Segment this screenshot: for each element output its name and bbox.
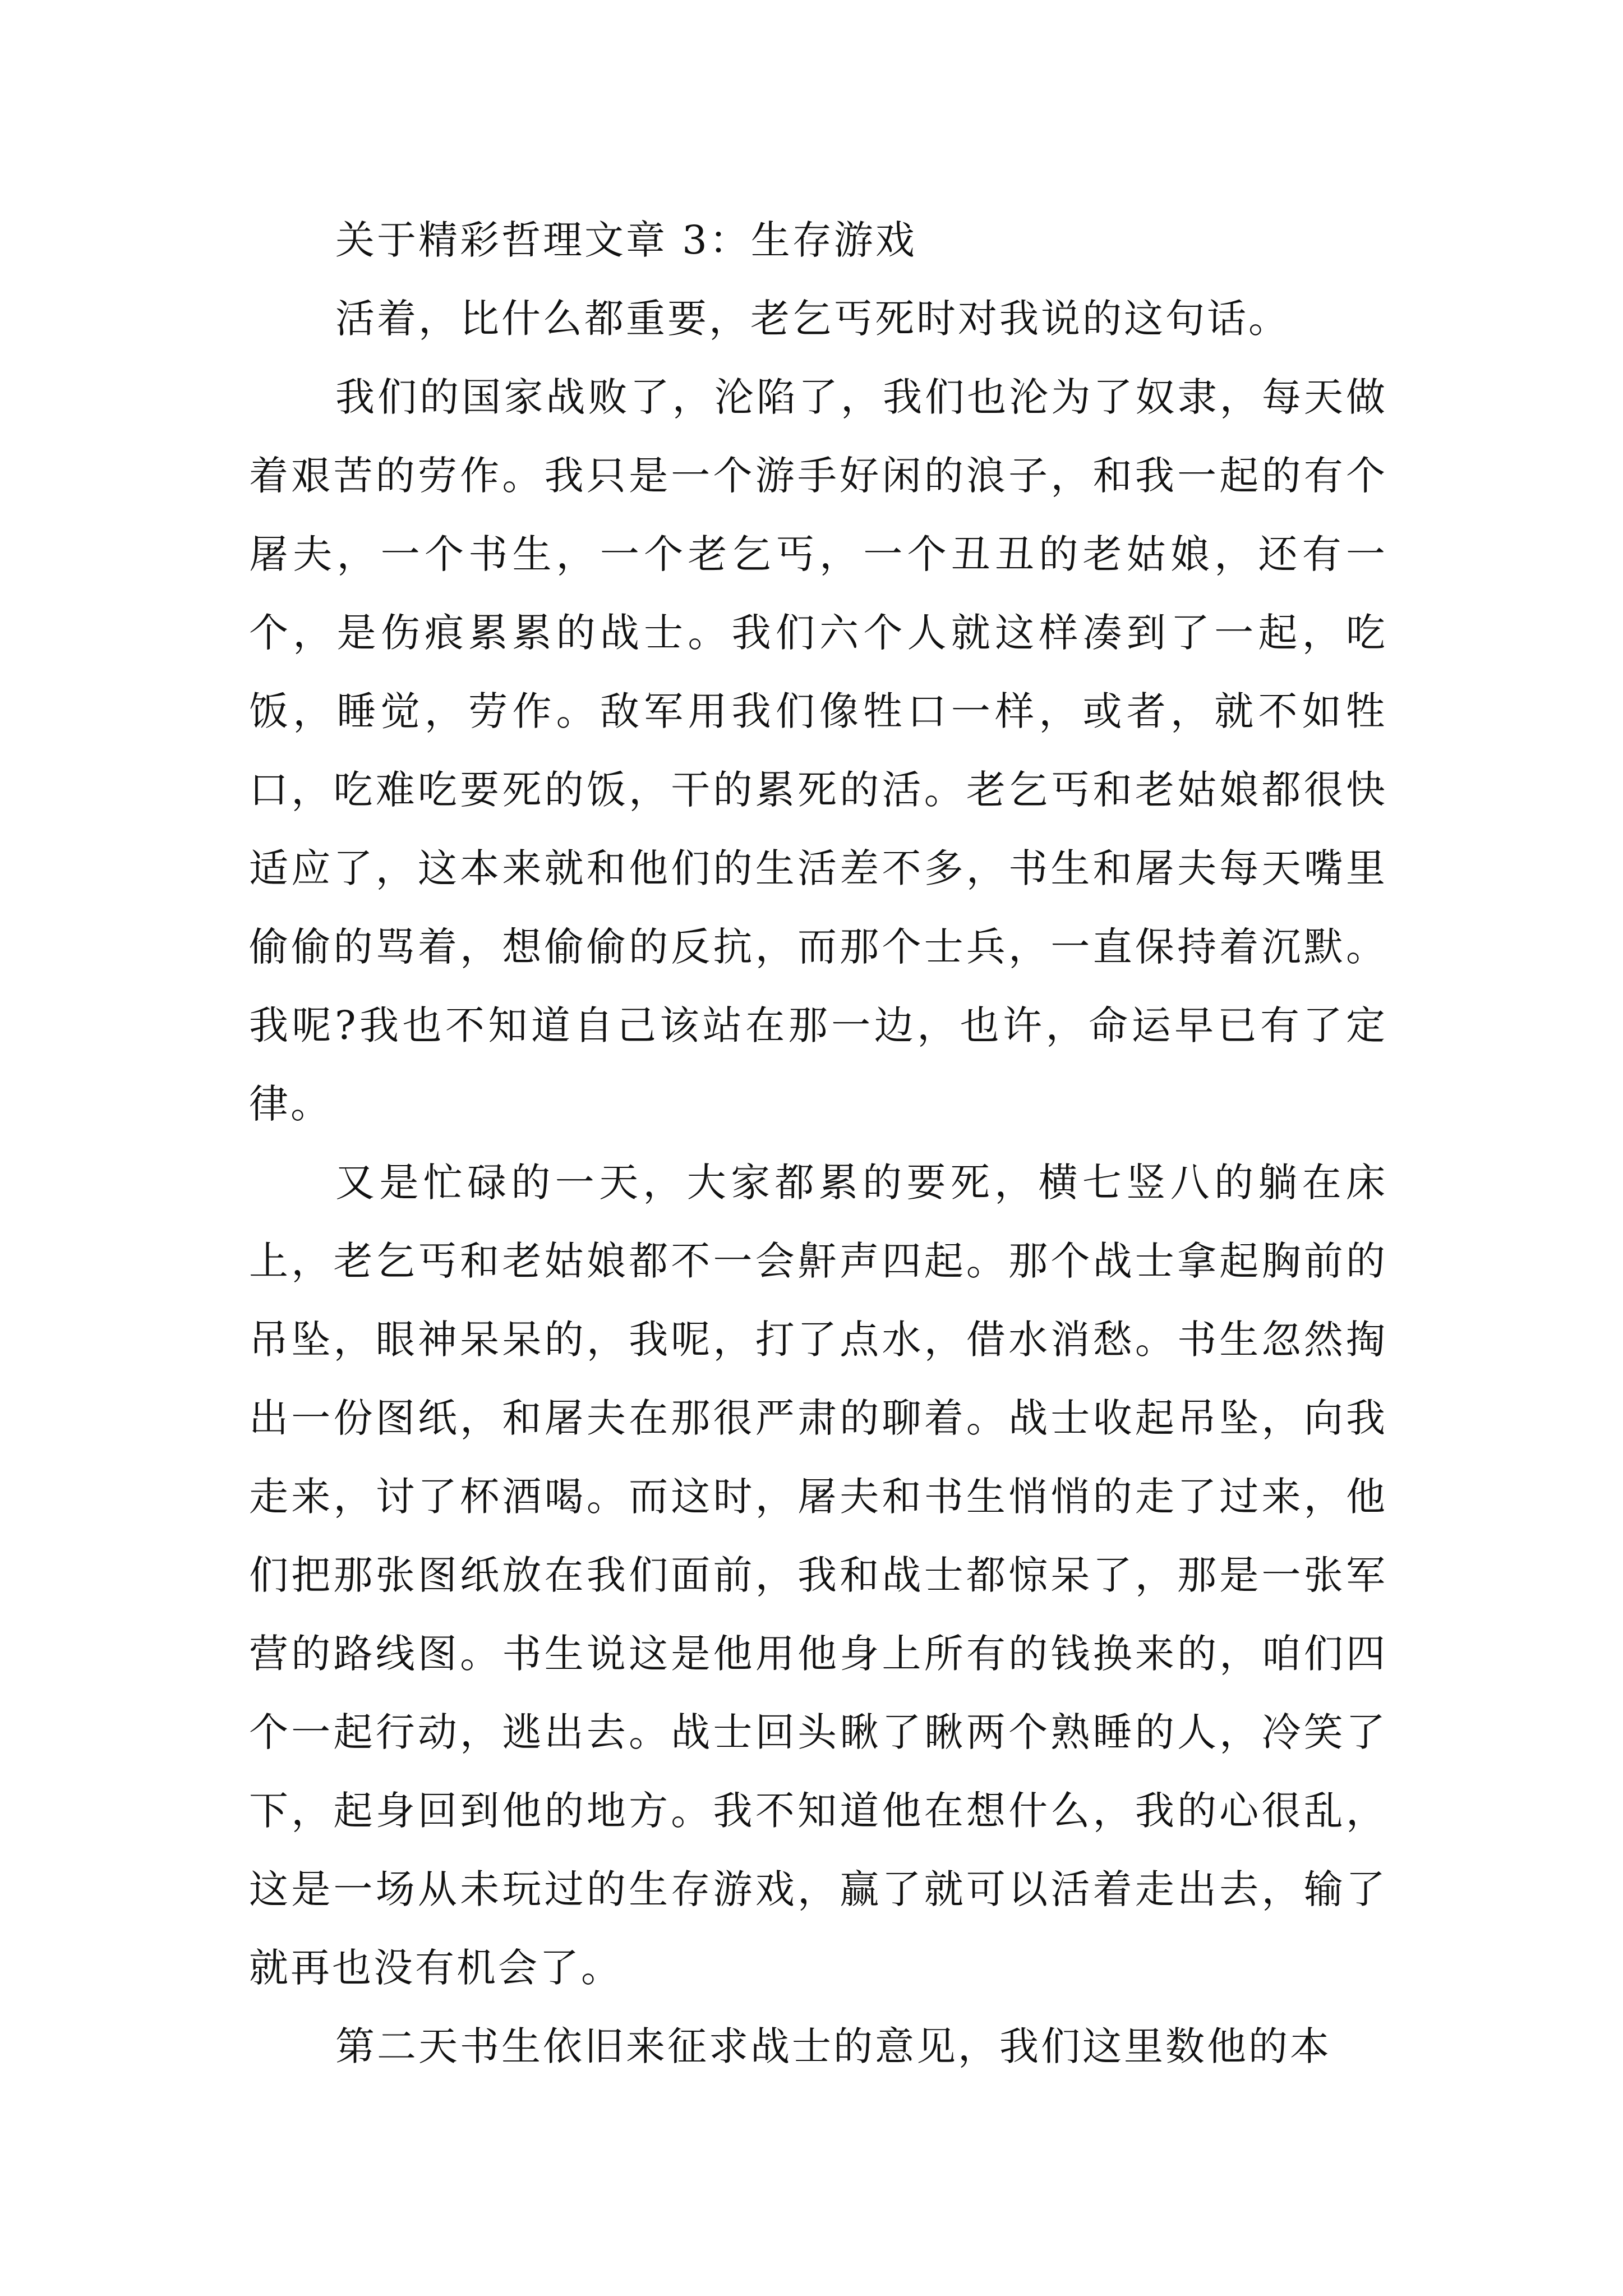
- paragraph-2: 我们的国家战败了，沦陷了，我们也沦为了奴隶，每天做着艰苦的劳作。我只是一个游手好闲的浪子，和我一起的有个屠夫，一个书生，一个老乞丐，一个丑丑的老姑娘，还有一个，是伤痕累累的战士。我们六个人就这样凑到了一起，吃饭，睡觉，劳作。敌军用我们像牲口一样，或者，就不如牲口，吃难吃要死的饭，干的累死的活。老乞丐和老姑娘都很快适应了，这本来就和他们的生活差不多，书生和屠夫每天嘴里偷偷的骂着，想偷偷的反抗，而那个士兵，一直保持着沉默。我呢?我也不知道自己该站在那一边，也许，命运早已有了定律。: [249, 374, 1387, 1127]
- paragraph-4: 第二天书生依旧来征求战士的意见，我们这里数他的本: [335, 2023, 1331, 2069]
- paragraph-3: 又是忙碌的一天，大家都累的要死，横七竖八的躺在床上，老乞丐和老姑娘都不一会鼾声四起。那个战士拿起胸前的吊坠，眼神呆呆的，我呢，打了点水，借水消愁。书生忽然掏出一份图纸，和屠夫在那很严肃的聊着。战士收起吊坠，向我走来，讨了杯酒喝。而这时，屠夫和书生悄悄的走了过来，他们把那张图纸放在我们面前，我和战士都惊呆了，那是一张军营的路线图。书生说这是他用他身上所有的钱换来的，咱们四个一起行动，逃出去。战士回头瞅了瞅两个熟睡的人，冷笑了下，起身回到他的地方。我不知道他在想什么，我的心很乱，这是一场从未玩过的生存游戏，赢了就可以活着走出去，输了就再也没有机会了。: [249, 1159, 1387, 1991]
- article-title: 关于精彩哲理文章 3：生存游戏: [335, 217, 917, 263]
- document-body: [249, 201, 1387, 2086]
- paragraph-1: 活着，比什么都重要，老乞丐死时对我说的这句话。: [335, 296, 1290, 342]
